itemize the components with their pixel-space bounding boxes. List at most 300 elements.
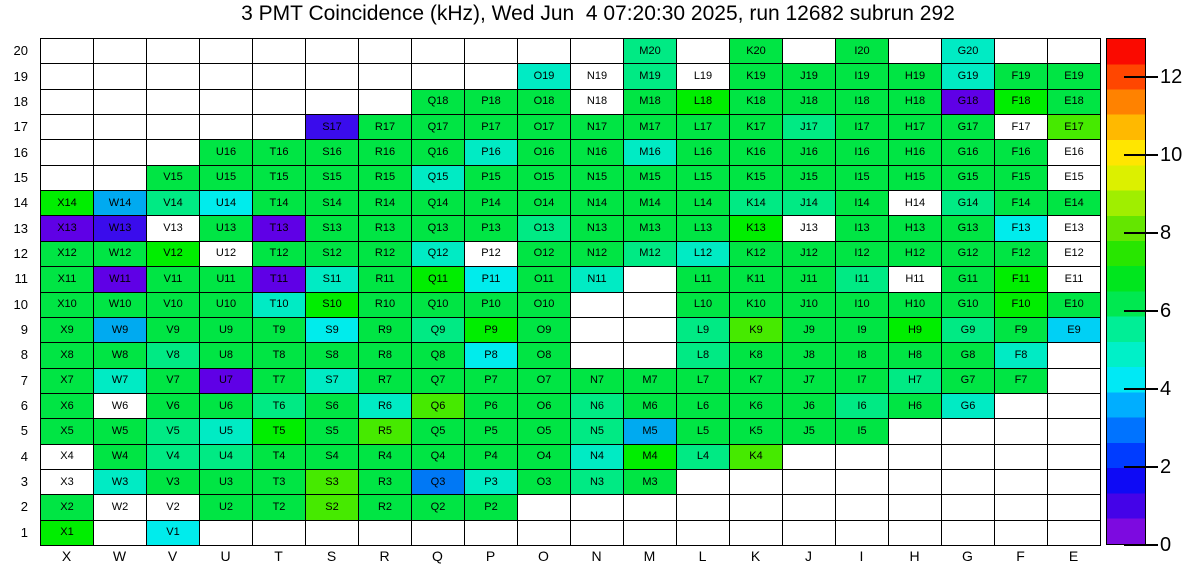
heatmap-cell-empty-T1 — [253, 521, 306, 546]
colorbar-tick-label-8: 8 — [1160, 222, 1172, 244]
cell-label: I10 — [854, 298, 870, 311]
heatmap-cell-K5 — [730, 419, 783, 444]
cell-label: K17 — [746, 120, 766, 133]
cell-label: K9 — [749, 323, 763, 336]
heatmap-cell-X12 — [41, 242, 94, 267]
heatmap-cell-T5 — [253, 419, 306, 444]
heatmap-cell-T15 — [253, 166, 306, 191]
cell-label: U15 — [215, 171, 237, 184]
heatmap-cell-Q3 — [412, 470, 465, 495]
cell-label: J19 — [800, 70, 818, 83]
cell-label: R12 — [374, 247, 396, 260]
heatmap-cell-R15 — [359, 166, 412, 191]
cell-label: S10 — [322, 298, 342, 311]
cell-label: Q8 — [430, 348, 446, 361]
heatmap-cell-empty-R18 — [359, 90, 412, 115]
cell-label: W6 — [111, 399, 129, 412]
heatmap-cell-Q17 — [412, 115, 465, 140]
heatmap-cell-K11 — [730, 267, 783, 292]
heatmap-cell-V11 — [147, 267, 200, 292]
heatmap-cell-R14 — [359, 191, 412, 216]
cell-label: M3 — [642, 475, 658, 488]
cell-label: S12 — [322, 247, 342, 260]
cell-label: W12 — [108, 247, 132, 260]
heatmap-cell-E10 — [1048, 293, 1101, 318]
heatmap-cell-J6 — [783, 394, 836, 419]
cell-label: G15 — [957, 171, 979, 184]
x-axis-label-I: I — [859, 548, 864, 564]
heatmap-cell-V14 — [147, 191, 200, 216]
x-axis-label-H: H — [909, 548, 920, 564]
cell-label: O13 — [533, 222, 555, 235]
heatmap-cell-M15 — [624, 166, 677, 191]
cell-label: K16 — [746, 146, 766, 159]
cell-label: V8 — [166, 348, 180, 361]
cell-label: N18 — [586, 95, 608, 108]
cell-label: K13 — [746, 222, 766, 235]
heatmap-cell-J5 — [783, 419, 836, 444]
cell-label: R5 — [377, 424, 393, 437]
cell-label: K10 — [746, 298, 766, 311]
x-axis-label-U: U — [220, 548, 231, 564]
cell-label: P15 — [481, 171, 501, 184]
cell-label: Q14 — [427, 196, 449, 209]
heatmap-cell-W12 — [94, 242, 147, 267]
heatmap-cell-empty-F1 — [995, 521, 1048, 546]
cell-label: H15 — [904, 171, 926, 184]
cell-label: S8 — [325, 348, 339, 361]
cell-label: J6 — [803, 399, 815, 412]
heatmap-cell-empty-E1 — [1048, 521, 1101, 546]
heatmap-cell-T10 — [253, 293, 306, 318]
cell-label: M17 — [639, 120, 661, 133]
cell-label: J15 — [800, 171, 818, 184]
heatmap-cell-O19 — [518, 64, 571, 89]
cell-label: I5 — [857, 424, 867, 437]
cell-label: W3 — [111, 475, 129, 488]
cell-label: U11 — [216, 272, 236, 285]
heatmap-cell-N6 — [571, 394, 624, 419]
heatmap-cell-G8 — [942, 343, 995, 368]
heatmap-cell-X3 — [41, 470, 94, 495]
heatmap-cell-empty-F20 — [995, 39, 1048, 64]
heatmap-cell-empty-X20 — [41, 39, 94, 64]
heatmap-cell-E16 — [1048, 140, 1101, 165]
x-axis-labels — [40, 548, 1100, 568]
cell-label: V6 — [166, 399, 180, 412]
heatmap-cell-K18 — [730, 90, 783, 115]
cell-label: L13 — [693, 222, 713, 235]
heatmap-cell-R17 — [359, 115, 412, 140]
heatmap-cell-U10 — [200, 293, 253, 318]
cell-label: R17 — [374, 120, 396, 133]
heatmap-cell-O9 — [518, 318, 571, 343]
cell-label: H10 — [904, 298, 926, 311]
heatmap-cell-U12 — [200, 242, 253, 267]
cell-label: S2 — [325, 500, 339, 513]
heatmap-cell-V12 — [147, 242, 200, 267]
heatmap-cell-H6 — [889, 394, 942, 419]
cell-label: L10 — [693, 298, 713, 311]
y-axis-label-20: 20 — [13, 43, 28, 59]
heatmap-cell-empty-G5 — [942, 419, 995, 444]
heatmap-cell-X13 — [41, 216, 94, 241]
heatmap-cell-V15 — [147, 166, 200, 191]
cell-label: G9 — [960, 323, 976, 336]
cell-label: W5 — [111, 424, 129, 437]
cell-label: X13 — [57, 222, 77, 235]
cell-label: T13 — [269, 222, 289, 235]
heatmap-cell-S17 — [306, 115, 359, 140]
cell-label: Q2 — [430, 500, 446, 513]
cell-label: T9 — [272, 323, 286, 336]
cell-label: W7 — [111, 374, 129, 387]
cell-label: R14 — [374, 196, 396, 209]
heatmap-cell-L14 — [677, 191, 730, 216]
cell-label: U8 — [218, 348, 234, 361]
y-axis-label-14: 14 — [13, 195, 28, 211]
cell-label: X12 — [57, 247, 77, 260]
heatmap-cell-L10 — [677, 293, 730, 318]
cell-label: L11 — [694, 272, 712, 285]
heatmap-cell-M16 — [624, 140, 677, 165]
heatmap-cell-empty-Q19 — [412, 64, 465, 89]
heatmap-cell-Q8 — [412, 343, 465, 368]
cell-label: U16 — [215, 146, 237, 159]
heatmap-cell-O3 — [518, 470, 571, 495]
cell-label: L9 — [696, 323, 710, 336]
cell-label: N19 — [586, 70, 608, 83]
heatmap-cell-U14 — [200, 191, 253, 216]
cell-label: E19 — [1064, 70, 1084, 83]
cell-label: L19 — [693, 70, 713, 83]
cell-label: L7 — [696, 374, 710, 387]
y-axis-label-9: 9 — [20, 321, 28, 337]
heatmap-cell-empty-H5 — [889, 419, 942, 444]
cell-label: W8 — [111, 348, 129, 361]
cell-label: W9 — [111, 323, 129, 336]
heatmap-cell-H19 — [889, 64, 942, 89]
heatmap-cell-empty-N8 — [571, 343, 624, 368]
heatmap-cell-empty-N10 — [571, 293, 624, 318]
cell-label: H16 — [904, 146, 926, 159]
heatmap-cell-empty-W17 — [94, 115, 147, 140]
heatmap-cell-empty-M10 — [624, 293, 677, 318]
heatmap-cell-R10 — [359, 293, 412, 318]
heatmap-cell-empty-W18 — [94, 90, 147, 115]
cell-label: O14 — [533, 196, 555, 209]
heatmap-cell-O18 — [518, 90, 571, 115]
cell-label: M5 — [642, 424, 658, 437]
heatmap-cell-P9 — [465, 318, 518, 343]
heatmap-cell-J19 — [783, 64, 836, 89]
heatmap-cell-K7 — [730, 369, 783, 394]
cell-label: I6 — [857, 399, 867, 412]
heatmap-cell-N11 — [571, 267, 624, 292]
cell-label: S11 — [322, 272, 342, 285]
cell-label: J9 — [803, 323, 815, 336]
heatmap-cell-I15 — [836, 166, 889, 191]
cell-label: O19 — [533, 70, 555, 83]
cell-label: G6 — [960, 399, 976, 412]
cell-label: K20 — [746, 44, 766, 57]
cell-label: T14 — [269, 196, 289, 209]
heatmap-cell-I14 — [836, 191, 889, 216]
heatmap-cell-V13 — [147, 216, 200, 241]
cell-label: H17 — [904, 120, 926, 133]
cell-label: F18 — [1011, 95, 1031, 108]
heatmap-cell-L9 — [677, 318, 730, 343]
heatmap-cell-P14 — [465, 191, 518, 216]
heatmap-cell-W2 — [94, 495, 147, 520]
heatmap-cell-empty-T19 — [253, 64, 306, 89]
cell-label: M15 — [639, 171, 661, 184]
cell-label: N13 — [586, 222, 608, 235]
heatmap-cell-W4 — [94, 445, 147, 470]
heatmap-cell-empty-E7 — [1048, 369, 1101, 394]
cell-label: O16 — [533, 146, 555, 159]
heatmap-cell-empty-U1 — [200, 521, 253, 546]
cell-label: N14 — [586, 196, 608, 209]
heatmap-cell-O11 — [518, 267, 571, 292]
heatmap-cell-M3 — [624, 470, 677, 495]
cell-label: T7 — [272, 374, 286, 387]
heatmap-cell-P18 — [465, 90, 518, 115]
cell-label: P14 — [481, 196, 501, 209]
heatmap-cell-X1 — [41, 521, 94, 546]
heatmap-cell-G13 — [942, 216, 995, 241]
cell-label: O12 — [533, 247, 555, 260]
x-axis-label-T: T — [274, 548, 283, 564]
heatmap-cell-empty-E3 — [1048, 470, 1101, 495]
cell-label: S14 — [322, 196, 342, 209]
heatmap-cell-S9 — [306, 318, 359, 343]
heatmap-cell-empty-K3 — [730, 470, 783, 495]
heatmap-cell-O5 — [518, 419, 571, 444]
heatmap-cell-L4 — [677, 445, 730, 470]
cell-label: L14 — [693, 196, 713, 209]
cell-label: K8 — [749, 348, 763, 361]
heatmap-cell-R6 — [359, 394, 412, 419]
heatmap-cell-Q14 — [412, 191, 465, 216]
cell-label: T3 — [272, 475, 286, 488]
heatmap-cell-F9 — [995, 318, 1048, 343]
heatmap-cell-empty-O1 — [518, 521, 571, 546]
heatmap-cell-N4 — [571, 445, 624, 470]
colorbar-tick-label-10: 10 — [1160, 144, 1183, 166]
heatmap-cell-I5 — [836, 419, 889, 444]
cell-label: O15 — [533, 171, 555, 184]
heatmap-cell-empty-F5 — [995, 419, 1048, 444]
x-axis-label-L: L — [698, 548, 707, 564]
heatmap-cell-R5 — [359, 419, 412, 444]
heatmap-cell-O12 — [518, 242, 571, 267]
heatmap-cell-N5 — [571, 419, 624, 444]
heatmap-cell-I16 — [836, 140, 889, 165]
cell-label: I12 — [854, 247, 870, 260]
cell-label: F9 — [1014, 323, 1028, 336]
heatmap-cell-S6 — [306, 394, 359, 419]
heatmap-cell-empty-E5 — [1048, 419, 1101, 444]
heatmap-cell-empty-V18 — [147, 90, 200, 115]
cell-label: R7 — [377, 374, 393, 387]
heatmap-cell-N12 — [571, 242, 624, 267]
heatmap-cell-K15 — [730, 166, 783, 191]
heatmap-cell-T16 — [253, 140, 306, 165]
heatmap-cell-empty-S19 — [306, 64, 359, 89]
heatmap-cell-R16 — [359, 140, 412, 165]
cell-label: T10 — [269, 298, 289, 311]
heatmap-cell-Q4 — [412, 445, 465, 470]
cell-label: S13 — [322, 222, 342, 235]
x-axis-label-X: X — [61, 548, 72, 564]
heatmap-cell-K20 — [730, 39, 783, 64]
cell-label: L6 — [696, 399, 710, 412]
heatmap-cell-W9 — [94, 318, 147, 343]
x-axis-label-R: R — [379, 548, 390, 564]
cell-label: U4 — [218, 450, 234, 463]
cell-label: E9 — [1067, 323, 1081, 336]
heatmap-cell-empty-X17 — [41, 115, 94, 140]
cell-label: P10 — [481, 298, 501, 311]
cell-label: U3 — [218, 475, 234, 488]
heatmap-cell-M14 — [624, 191, 677, 216]
cell-label: X4 — [60, 450, 74, 463]
heatmap-cell-X2 — [41, 495, 94, 520]
heatmap-cell-G6 — [942, 394, 995, 419]
heatmap-cell-Q11 — [412, 267, 465, 292]
cell-label: F11 — [1011, 272, 1031, 285]
cell-label: X11 — [57, 272, 77, 285]
heatmap-cell-empty-T18 — [253, 90, 306, 115]
heatmap-cell-L5 — [677, 419, 730, 444]
cell-label: I13 — [854, 222, 870, 235]
cell-label: W2 — [111, 500, 129, 513]
heatmap-cell-I18 — [836, 90, 889, 115]
heatmap-cell-empty-E2 — [1048, 495, 1101, 520]
heatmap-cell-W6 — [94, 394, 147, 419]
heatmap-cell-empty-G1 — [942, 521, 995, 546]
cell-label: P5 — [484, 424, 498, 437]
cell-label: R3 — [377, 475, 393, 488]
heatmap-cell-R4 — [359, 445, 412, 470]
cell-label: N11 — [587, 272, 607, 285]
y-axis-label-3: 3 — [20, 474, 28, 490]
cell-label: P17 — [481, 120, 501, 133]
heatmap-cell-M13 — [624, 216, 677, 241]
heatmap-cell-J7 — [783, 369, 836, 394]
heatmap-cell-S16 — [306, 140, 359, 165]
cell-label: G14 — [957, 196, 979, 209]
cell-label: O11 — [534, 272, 554, 285]
cell-label: G7 — [960, 374, 976, 387]
heatmap-cell-P3 — [465, 470, 518, 495]
cell-label: R10 — [374, 298, 396, 311]
colorbar — [1106, 38, 1146, 545]
heatmap-cell-empty-V17 — [147, 115, 200, 140]
heatmap-cell-empty-U20 — [200, 39, 253, 64]
heatmap-cell-T7 — [253, 369, 306, 394]
colorbar-tick-6 — [1124, 310, 1158, 312]
heatmap-cell-I11 — [836, 267, 889, 292]
heatmap-cell-V8 — [147, 343, 200, 368]
cell-label: J11 — [800, 272, 818, 285]
cell-label: G19 — [957, 70, 979, 83]
heatmap-cell-J11 — [783, 267, 836, 292]
cell-label: N16 — [586, 146, 608, 159]
heatmap-cell-empty-X18 — [41, 90, 94, 115]
heatmap-cell-X4 — [41, 445, 94, 470]
cell-label: I20 — [854, 44, 870, 57]
cell-label: R6 — [377, 399, 393, 412]
cell-label: E18 — [1064, 95, 1084, 108]
heatmap-cell-H11 — [889, 267, 942, 292]
heatmap-cell-R13 — [359, 216, 412, 241]
heatmap-cell-empty-K1 — [730, 521, 783, 546]
chart-title: 3 PMT Coincidence (kHz), Wed Jun 4 07:20:30 2025, run 12682 subrun 292 — [241, 2, 955, 25]
cell-label: G18 — [957, 95, 979, 108]
cell-label: V2 — [166, 500, 180, 513]
heatmap-cell-U6 — [200, 394, 253, 419]
cell-label: S4 — [325, 450, 339, 463]
heatmap-cell-I10 — [836, 293, 889, 318]
heatmap-cell-Q10 — [412, 293, 465, 318]
cell-label: Q3 — [430, 475, 446, 488]
heatmap-cell-W5 — [94, 419, 147, 444]
heatmap-cell-empty-W19 — [94, 64, 147, 89]
cell-label: Q11 — [428, 272, 448, 285]
heatmap-cell-J9 — [783, 318, 836, 343]
heatmap-cell-E9 — [1048, 318, 1101, 343]
cell-label: Q16 — [427, 146, 449, 159]
heatmap-cell-F19 — [995, 64, 1048, 89]
cell-label: X5 — [60, 424, 74, 437]
cell-label: F17 — [1011, 120, 1031, 133]
heatmap-cell-X8 — [41, 343, 94, 368]
cell-label: U10 — [215, 298, 237, 311]
y-axis-label-11: 11 — [14, 271, 28, 287]
heatmap-cell-empty-F3 — [995, 470, 1048, 495]
heatmap-cell-W7 — [94, 369, 147, 394]
cell-label: E12 — [1064, 247, 1084, 260]
heatmap-cell-Q7 — [412, 369, 465, 394]
cell-label: T16 — [269, 146, 289, 159]
heatmap-cell-R11 — [359, 267, 412, 292]
heatmap-cell-empty-J1 — [783, 521, 836, 546]
cell-label: O3 — [536, 475, 552, 488]
cell-label: E17 — [1064, 120, 1084, 133]
cell-label: S6 — [325, 399, 339, 412]
heatmap-cell-T12 — [253, 242, 306, 267]
heatmap-cell-Q2 — [412, 495, 465, 520]
cell-label: X8 — [60, 348, 74, 361]
y-axis-label-4: 4 — [20, 448, 28, 464]
heatmap-cell-empty-J2 — [783, 495, 836, 520]
y-axis-label-7: 7 — [20, 372, 28, 388]
cell-label: J5 — [803, 424, 815, 437]
heatmap-cell-Q18 — [412, 90, 465, 115]
cell-label: L18 — [693, 95, 713, 108]
heatmap-cell-empty-U18 — [200, 90, 253, 115]
cell-label: H19 — [904, 70, 926, 83]
cell-label: V3 — [166, 475, 180, 488]
cell-label: W4 — [111, 450, 129, 463]
cell-label: E13 — [1064, 222, 1084, 235]
heatmap-cell-R3 — [359, 470, 412, 495]
cell-label: K4 — [749, 450, 763, 463]
heatmap-cell-empty-E6 — [1048, 394, 1101, 419]
heatmap-cell-X6 — [41, 394, 94, 419]
